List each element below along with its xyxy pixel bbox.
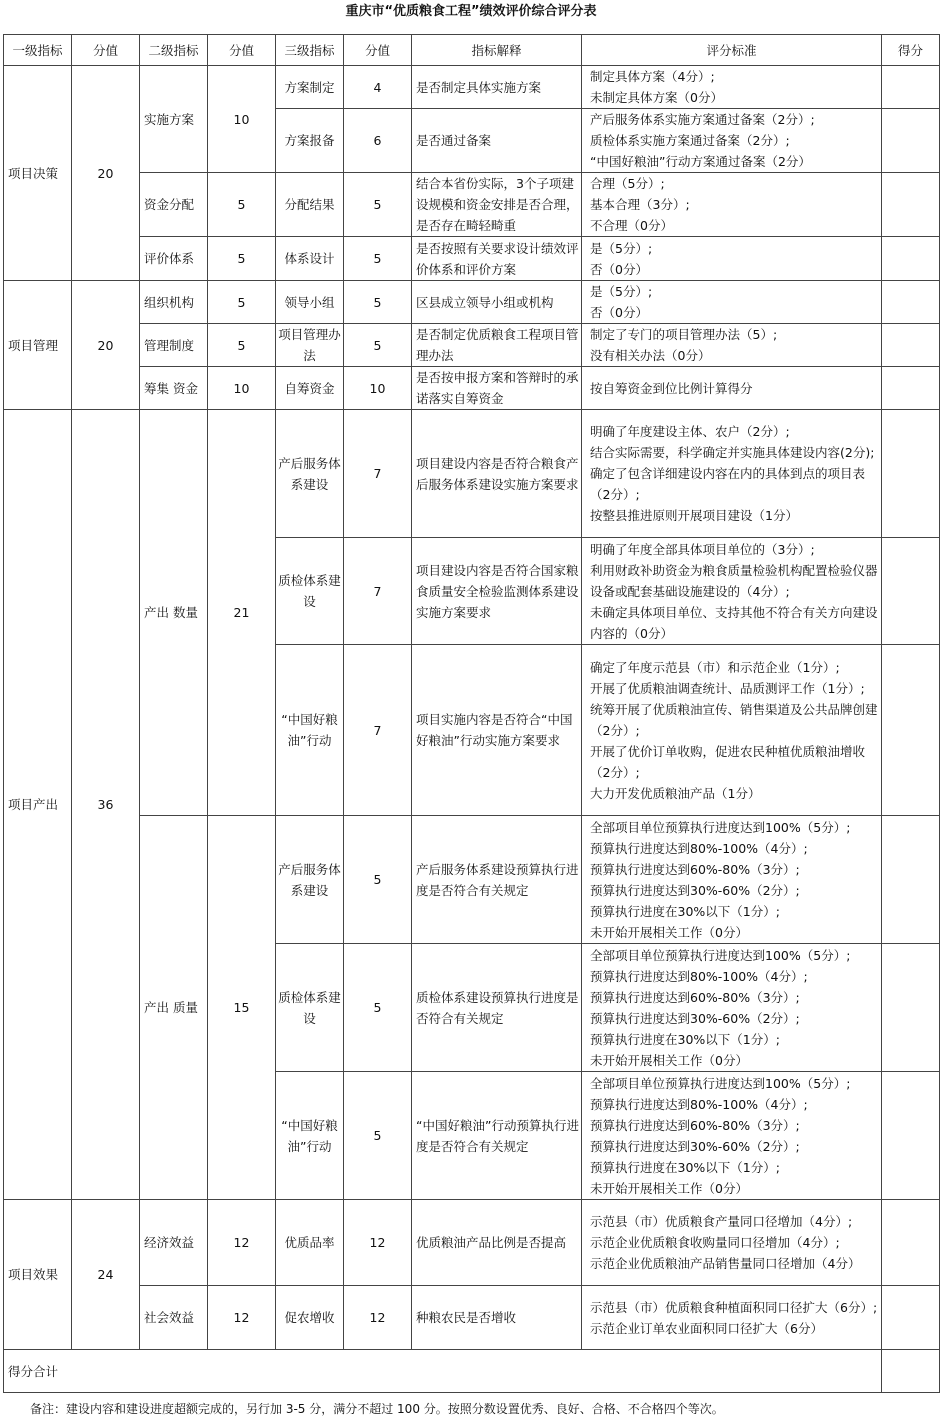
criteria-line: 利用财政补助资金为粮食质量检验机构配置检验仪器设备或配套基础设施建设的（4分）; bbox=[590, 562, 878, 599]
total-row bbox=[4, 1350, 940, 1393]
indicator-explain: 质检体系建设预算执行进度是否符合有关规定 bbox=[412, 944, 582, 1072]
criteria-line: 示范县（市）优质粮食种植面积同口径扩大（6分）; bbox=[590, 1299, 878, 1315]
header-l3-score: 分值 bbox=[344, 35, 412, 66]
header-l3: 三级指标 bbox=[276, 35, 344, 66]
l2-name: 产出 质量 bbox=[140, 816, 208, 1200]
criteria-line: 全部项目单位预算执行进度达到100%（5分）; bbox=[590, 947, 851, 963]
criteria-line: 未开始开展相关工作（0分） bbox=[590, 924, 748, 940]
l3-name: 自筹资金 bbox=[276, 367, 344, 410]
table-row bbox=[4, 237, 940, 281]
indicator-explain: 是否按申报方案和答辩时的承诺落实自筹资金 bbox=[412, 367, 582, 410]
l1-score: 20 bbox=[72, 66, 140, 281]
criteria-line: 预算执行进度达到30%-60%（2分）; bbox=[590, 882, 800, 898]
criteria-cell bbox=[582, 367, 882, 410]
header-l1-score: 分值 bbox=[72, 35, 140, 66]
score-table bbox=[3, 34, 940, 1393]
table-row bbox=[4, 410, 940, 538]
score-input-cell[interactable] bbox=[882, 1200, 940, 1286]
l3-name: 项目管理办法 bbox=[276, 324, 344, 367]
l2-score: 12 bbox=[208, 1286, 276, 1350]
l3-score: 7 bbox=[344, 538, 412, 645]
score-input-cell[interactable] bbox=[882, 1072, 940, 1200]
table-row bbox=[4, 367, 940, 410]
table-row bbox=[4, 66, 940, 109]
l2-name: 资金分配 bbox=[140, 173, 208, 237]
criteria-line: 是（5分）; bbox=[590, 284, 653, 299]
l3-score: 12 bbox=[344, 1286, 412, 1350]
criteria-line: 没有相关办法（0分） bbox=[590, 348, 711, 363]
l2-score: 15 bbox=[208, 816, 276, 1200]
criteria-cell bbox=[582, 410, 882, 538]
l3-name: 质检体系建设 bbox=[276, 538, 344, 645]
l1-name: 项目管理 bbox=[4, 281, 72, 410]
criteria-line: 产后服务体系实施方案通过备案（2分）; bbox=[590, 112, 815, 127]
l2-name: 管理制度 bbox=[140, 324, 208, 367]
indicator-explain: 产后服务体系建设预算执行进度是否符合有关规定 bbox=[412, 816, 582, 944]
score-input-cell[interactable] bbox=[882, 816, 940, 944]
l2-score: 21 bbox=[208, 410, 276, 816]
l2-name: 经济效益 bbox=[140, 1200, 208, 1286]
criteria-line: 明确了年度全部具体项目单位的（3分）; bbox=[590, 541, 815, 557]
table-title: 重庆市“优质粮食工程”绩效评价综合评分表 bbox=[345, 4, 597, 19]
criteria-line: 预算执行进度达到30%-60%（2分）; bbox=[590, 1010, 800, 1026]
criteria-line: 否（0分） bbox=[590, 261, 648, 277]
criteria-cell bbox=[582, 281, 882, 324]
l1-name: 项目决策 bbox=[4, 66, 72, 281]
criteria-line: 统筹开展了优质粮油宣传、销售渠道及公共品牌创建（2分）; bbox=[590, 701, 878, 738]
score-input-cell[interactable] bbox=[882, 367, 940, 410]
criteria-line: 未制定具体方案（0分） bbox=[590, 90, 723, 105]
criteria-line: 预算执行进度达到80%-100%（4分）; bbox=[590, 1096, 808, 1112]
l3-name: “中国好粮油”行动 bbox=[276, 645, 344, 816]
criteria-line: 大力开发优质粮油产品（1分） bbox=[590, 785, 761, 801]
criteria-line: 预算执行进度达到60%-80%（3分）; bbox=[590, 989, 800, 1005]
l3-score: 10 bbox=[344, 367, 412, 410]
l3-name: “中国好粮油”行动 bbox=[276, 1072, 344, 1200]
criteria-line: 预算执行进度达到60%-80%（3分）; bbox=[590, 1117, 800, 1133]
criteria-line: “中国好粮油”行动方案通过备案（2分） bbox=[590, 154, 811, 169]
criteria-line: 结合实际需要，科学确定并实施具体建设内容(2分); bbox=[590, 445, 875, 460]
criteria-line: 示范企业优质粮油产品销售量同口径增加（4分） bbox=[590, 1256, 861, 1271]
criteria-line: 不合理（0分） bbox=[590, 218, 673, 233]
indicator-explain: 优质粮油产品比例是否提高 bbox=[412, 1200, 582, 1286]
indicator-explain: 项目建设内容是否符合国家粮食质量安全检验监测体系建设实施方案要求 bbox=[412, 538, 582, 645]
criteria-line: 明确了年度建设主体、农户（2分）; bbox=[590, 424, 790, 439]
score-input-cell[interactable] bbox=[882, 281, 940, 324]
l3-score: 7 bbox=[344, 410, 412, 538]
l3-score: 5 bbox=[344, 1072, 412, 1200]
indicator-explain: 结合本省份实际，3个子项建设规模和资金安排是否合理，是否存在畸轻畸重 bbox=[412, 173, 582, 237]
criteria-line: 基本合理（3分）; bbox=[590, 197, 690, 212]
header-criteria: 评分标准 bbox=[582, 35, 882, 66]
criteria-line: 否（0分） bbox=[590, 305, 648, 320]
criteria-line: 预算执行进度在30%以下（1分）; bbox=[590, 1031, 780, 1047]
criteria-cell bbox=[582, 66, 882, 109]
table-row bbox=[4, 1200, 940, 1286]
indicator-explain: 是否制定具体实施方案 bbox=[412, 66, 582, 109]
criteria-cell bbox=[582, 645, 882, 816]
criteria-line: 预算执行进度在30%以下（1分）; bbox=[590, 1159, 780, 1175]
criteria-line: 按自筹资金到位比例计算得分 bbox=[590, 380, 753, 396]
l3-name: 体系设计 bbox=[276, 237, 344, 281]
l2-name: 产出 数量 bbox=[140, 410, 208, 816]
l1-name: 项目产出 bbox=[4, 410, 72, 1200]
indicator-explain: 项目建设内容是否符合粮食产后服务体系建设实施方案要求 bbox=[412, 410, 582, 538]
l2-score: 12 bbox=[208, 1200, 276, 1286]
l3-name: 方案报备 bbox=[276, 109, 344, 173]
l2-name: 社会效益 bbox=[140, 1286, 208, 1350]
score-input-cell[interactable] bbox=[882, 410, 940, 538]
criteria-line: 预算执行进度达到30%-60%（2分）; bbox=[590, 1138, 800, 1154]
l3-name: 方案制定 bbox=[276, 66, 344, 109]
score-input-cell[interactable] bbox=[882, 1286, 940, 1350]
criteria-cell bbox=[582, 1072, 882, 1200]
l2-score: 5 bbox=[208, 237, 276, 281]
indicator-explain: 区县成立领导小组或机构 bbox=[412, 281, 582, 324]
header-row bbox=[4, 35, 940, 66]
criteria-cell bbox=[582, 173, 882, 237]
l3-score: 5 bbox=[344, 173, 412, 237]
criteria-line: 预算执行进度在30%以下（1分）; bbox=[590, 903, 780, 919]
l3-name: 产后服务体系建设 bbox=[276, 816, 344, 944]
criteria-cell bbox=[582, 1286, 882, 1350]
indicator-explain: 种粮农民是否增收 bbox=[412, 1286, 582, 1350]
l3-score: 5 bbox=[344, 324, 412, 367]
l3-score: 5 bbox=[344, 944, 412, 1072]
criteria-cell bbox=[582, 538, 882, 645]
header-explain: 指标解释 bbox=[412, 35, 582, 66]
criteria-line: 开展了优价订单收购，促进农民种植优质粮油增收（2分）; bbox=[590, 743, 866, 780]
l3-name: 领导小组 bbox=[276, 281, 344, 324]
criteria-line: 预算执行进度达到80%-100%（4分）; bbox=[590, 968, 808, 984]
total-score-cell[interactable] bbox=[882, 1350, 940, 1393]
l2-score: 10 bbox=[208, 367, 276, 410]
l3-score: 12 bbox=[344, 1200, 412, 1286]
l3-name: 优质品率 bbox=[276, 1200, 344, 1286]
l3-score: 4 bbox=[344, 66, 412, 109]
footnote: 备注：建设内容和建设进度超额完成的，另行加 3-5 分，满分不超过 100 分。按照分数设置优秀、良好、合格、不合格四个等次。 bbox=[30, 1402, 724, 1416]
l1-score: 36 bbox=[72, 410, 140, 1200]
criteria-line: 示范县（市）优质粮食产量同口径增加（4分）; bbox=[590, 1214, 853, 1229]
score-input-cell[interactable] bbox=[882, 324, 940, 367]
l2-score: 5 bbox=[208, 324, 276, 367]
l3-name: 分配结果 bbox=[276, 173, 344, 237]
criteria-cell bbox=[582, 324, 882, 367]
l2-name: 组织机构 bbox=[140, 281, 208, 324]
l1-score: 24 bbox=[72, 1200, 140, 1350]
l3-score: 6 bbox=[344, 109, 412, 173]
l2-name: 筹集 资金 bbox=[140, 367, 208, 410]
l3-score: 5 bbox=[344, 237, 412, 281]
criteria-line: 未开始开展相关工作（0分） bbox=[590, 1052, 748, 1068]
l2-name: 实施方案 bbox=[140, 66, 208, 173]
l2-score: 5 bbox=[208, 281, 276, 324]
indicator-explain: 是否按照有关要求设计绩效评价体系和评价方案 bbox=[412, 237, 582, 281]
criteria-line: 预算执行进度达到80%-100%（4分）; bbox=[590, 840, 808, 856]
criteria-line: 开展了优质粮油调查统计、品质测评工作（1分）; bbox=[590, 680, 865, 696]
l3-score: 5 bbox=[344, 281, 412, 324]
score-input-cell[interactable] bbox=[882, 66, 940, 109]
header-l2: 二级指标 bbox=[140, 35, 208, 66]
table-row bbox=[4, 173, 940, 237]
criteria-line: 确定了包含详细建设内容在内的具体到点的项目表（2分）; bbox=[590, 466, 866, 502]
criteria-line: 示范企业优质粮食收购量同口径增加（4分）; bbox=[590, 1235, 840, 1250]
l3-score: 5 bbox=[344, 816, 412, 944]
criteria-line: 合理（5分）; bbox=[590, 176, 665, 191]
criteria-cell bbox=[582, 1200, 882, 1286]
criteria-line: 质检体系实施方案通过备案（2分）; bbox=[590, 133, 790, 148]
criteria-line: 未开始开展相关工作（0分） bbox=[590, 1180, 748, 1196]
l3-name: 质检体系建设 bbox=[276, 944, 344, 1072]
score-input-cell[interactable] bbox=[882, 538, 940, 645]
score-input-cell[interactable] bbox=[882, 645, 940, 816]
l3-score: 7 bbox=[344, 645, 412, 816]
l1-score: 20 bbox=[72, 281, 140, 410]
criteria-line: 全部项目单位预算执行进度达到100%（5分）; bbox=[590, 1075, 851, 1091]
indicator-explain: 是否通过备案 bbox=[412, 109, 582, 173]
l1-name: 项目效果 bbox=[4, 1200, 72, 1350]
header-l1: 一级指标 bbox=[4, 35, 72, 66]
table-row bbox=[4, 281, 940, 324]
score-input-cell[interactable] bbox=[882, 173, 940, 237]
table-row bbox=[4, 816, 940, 944]
indicator-explain: 项目实施内容是否符合“中国好粮油”行动实施方案要求 bbox=[412, 645, 582, 816]
criteria-line: 制定了专门的项目管理办法（5）; bbox=[590, 327, 778, 342]
l2-score: 5 bbox=[208, 173, 276, 237]
criteria-cell bbox=[582, 816, 882, 944]
indicator-explain: 是否制定优质粮食工程项目管理办法 bbox=[412, 324, 582, 367]
criteria-line: 全部项目单位预算执行进度达到100%（5分）; bbox=[590, 819, 851, 835]
criteria-line: 未确定具体项目单位、支持其他不符合有关方向建设内容的（0分） bbox=[590, 604, 878, 641]
header-result: 得分 bbox=[882, 35, 940, 66]
criteria-line: 确定了年度示范县（市）和示范企业（1分）; bbox=[590, 659, 840, 675]
criteria-cell bbox=[582, 237, 882, 281]
indicator-explain: “中国好粮油”行动预算执行进度是否符合有关规定 bbox=[412, 1072, 582, 1200]
header-l2-score: 分值 bbox=[208, 35, 276, 66]
criteria-line: 按整县推进原则开展项目建设（1分） bbox=[590, 508, 798, 523]
criteria-line: 示范企业订单农业面积同口径扩大（6分） bbox=[590, 1320, 823, 1336]
total-label: 得分合计 bbox=[4, 1350, 882, 1393]
score-input-cell[interactable] bbox=[882, 109, 940, 173]
criteria-cell bbox=[582, 944, 882, 1072]
criteria-cell bbox=[582, 109, 882, 173]
criteria-line: 制定具体方案（4分）; bbox=[590, 69, 715, 84]
score-input-cell[interactable] bbox=[882, 237, 940, 281]
score-input-cell[interactable] bbox=[882, 944, 940, 1072]
l3-name: 产后服务体系建设 bbox=[276, 410, 344, 538]
criteria-line: 预算执行进度达到60%-80%（3分）; bbox=[590, 861, 800, 877]
l3-name: 促农增收 bbox=[276, 1286, 344, 1350]
table-row bbox=[4, 324, 940, 367]
criteria-line: 是（5分）; bbox=[590, 240, 653, 256]
table-row bbox=[4, 1286, 940, 1350]
l2-name: 评价体系 bbox=[140, 237, 208, 281]
l2-score: 10 bbox=[208, 66, 276, 173]
